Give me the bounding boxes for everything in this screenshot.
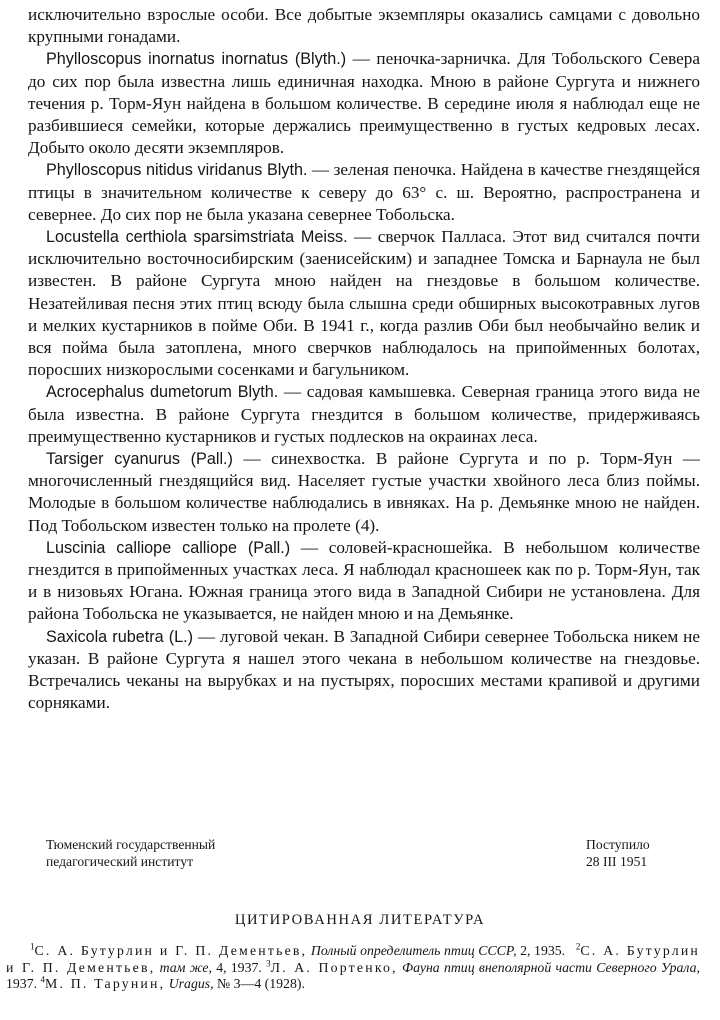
- species-description: — сверчок Палласа. Этот вид считался почти исключительно восточносибирским (заенисейским) и западнее Томска и Барнаула не был известен. В районе Сургута мною найден на гнездовье в большом количестве. Незатейливая песня этих птиц всюду была слышна среди обширных высокотравных лугов и мелких кустарников в пойме Оби. В 1941 г., когда разлив Оби был необычайно велик и вся пойма была затоплена, много сверчков наблюдалось на припойменных болотах, поросших низкорослыми сосенками и багульником.: [28, 227, 700, 380]
- paragraph-text: исключительно взрослые особи. Все добытые экземпляры оказались самцами с довольно крупными гонадами.: [28, 5, 700, 47]
- reference-entries: [6, 943, 700, 993]
- reference-number: 2: [575, 941, 581, 952]
- species-description: — соловей-красношейка. В небольшом количестве гнездится в припойменных участках леса. Я наблюдал красношеек как по р. Торм-Яун, так и в низовьях Югана. Южная граница этого вида в Западной Сибири не установлена. Для района Тобольска не указывается, не найден мною и на Демьянке.: [28, 537, 700, 624]
- reference-details: 2, 1935.: [516, 943, 566, 958]
- species-entry-acrocephalus-dumetorum: [28, 381, 700, 448]
- species-name: Phylloscopus inornatus inornatus (Blyth.): [46, 50, 347, 69]
- species-name: Acrocephalus dumetorum Blyth.: [46, 383, 279, 402]
- species-entry-saxicola-rubetra: [28, 626, 700, 715]
- species-description: — зеленая пеночка. Найдена в качестве гнездящейся птицы в значительном количестве к северу до 63° с. ш. Вероятно, распространена и севернее. До сих пор не была указана севернее Тобольска.: [28, 160, 700, 224]
- affiliation-line: педагогический институт: [46, 854, 194, 869]
- received-date-block: [586, 836, 650, 870]
- species-entry-locustella-certhiola: [28, 226, 700, 381]
- reference-title: Полный определитель птиц СССР,: [307, 943, 517, 958]
- species-name: Saxicola rubetra (L.): [46, 627, 193, 646]
- reference-details: 1937.: [6, 976, 38, 992]
- species-description: — синехвостка. В районе Сургута и по р. Торм-Яун — многочисленный гнездящийся вид. Населяет густые участки хвойного леса близ поймы. Молодые в большом количестве наблюдались в ивняках. На р. Демьянке мною не найден. Под Тобольском известен только на пролете (4).: [28, 449, 700, 535]
- species-entry-phylloscopus-inornatus: [28, 48, 700, 159]
- reference-authors: С. А. Бутурлин и Г. П. Дементьев,: [34, 943, 308, 958]
- received-date: 28 III 1951: [586, 854, 648, 869]
- species-name: Phylloscopus nitidus viridanus Blyth.: [46, 161, 308, 180]
- species-name: Tarsiger cyanurus (Pall.): [46, 450, 233, 469]
- article-body: [28, 4, 700, 715]
- reference-authors: М. П. Тарунин,: [45, 976, 166, 992]
- author-affiliation: [46, 836, 215, 870]
- references-list: [6, 943, 700, 993]
- reference-authors: Л. А. Портенко,: [270, 959, 398, 975]
- references-heading: ЦИТИРОВАННАЯ ЛИТЕРАТУРА: [234, 912, 486, 928]
- reference-details: № 3—4 (1928).: [213, 976, 305, 992]
- reference-authors: С. А. Бутурлин и Г. П. Дементьев,: [6, 943, 700, 975]
- species-description: — садовая камышевка. Северная граница этого вида не была известна. В районе Сургута гнездится в большом количестве, придерживаясь преимущественно кустарников и густых подлесков на окраинах леса.: [28, 382, 700, 446]
- affiliation-line: Тюменский государственный: [46, 837, 216, 852]
- reference-title: Uragus,: [165, 976, 214, 992]
- species-entry-phylloscopus-nitidus: [28, 159, 700, 226]
- species-name: Luscinia calliope calliope (Pall.): [46, 538, 291, 557]
- species-entry-luscinia-calliope: [28, 537, 700, 626]
- reference-title: Фауна птиц внеполярной части Северного Урала,: [397, 959, 700, 975]
- reference-details: 4, 1937.: [211, 959, 262, 975]
- species-name: Locustella certhiola sparsimstriata Meiss.: [46, 228, 348, 247]
- species-entry-tarsiger-cyanurus: [28, 448, 700, 537]
- reference-number: 3: [266, 958, 271, 968]
- species-description: — луговой чекан. В Западной Сибири севернее Тобольска никем не указан. В районе Сургута я нашел этого чекана в небольшом количестве на гнездовье. Встречались чеканы на вырубках и на пустырях, поросших местами крапивой и другими сорняками.: [28, 626, 700, 713]
- species-description: — пеночка-зарничка. Для Тобольского Севера до сих пор была известна лишь единичная находка. Мною в районе Сургута и нижнего течения р. Торм-Яун найдена в большом количестве. В середине июля я наблюдал еще не разбившиеся семейки, которые держались преимущественно в густых кедровых лесах. Добыто около десяти экземпляров.: [28, 49, 700, 158]
- received-label: Поступило: [586, 837, 650, 852]
- reference-number: 4: [40, 974, 45, 985]
- reference-number: 1: [30, 941, 35, 952]
- paragraph-continuation: [28, 4, 700, 48]
- reference-title: там же,: [155, 959, 212, 975]
